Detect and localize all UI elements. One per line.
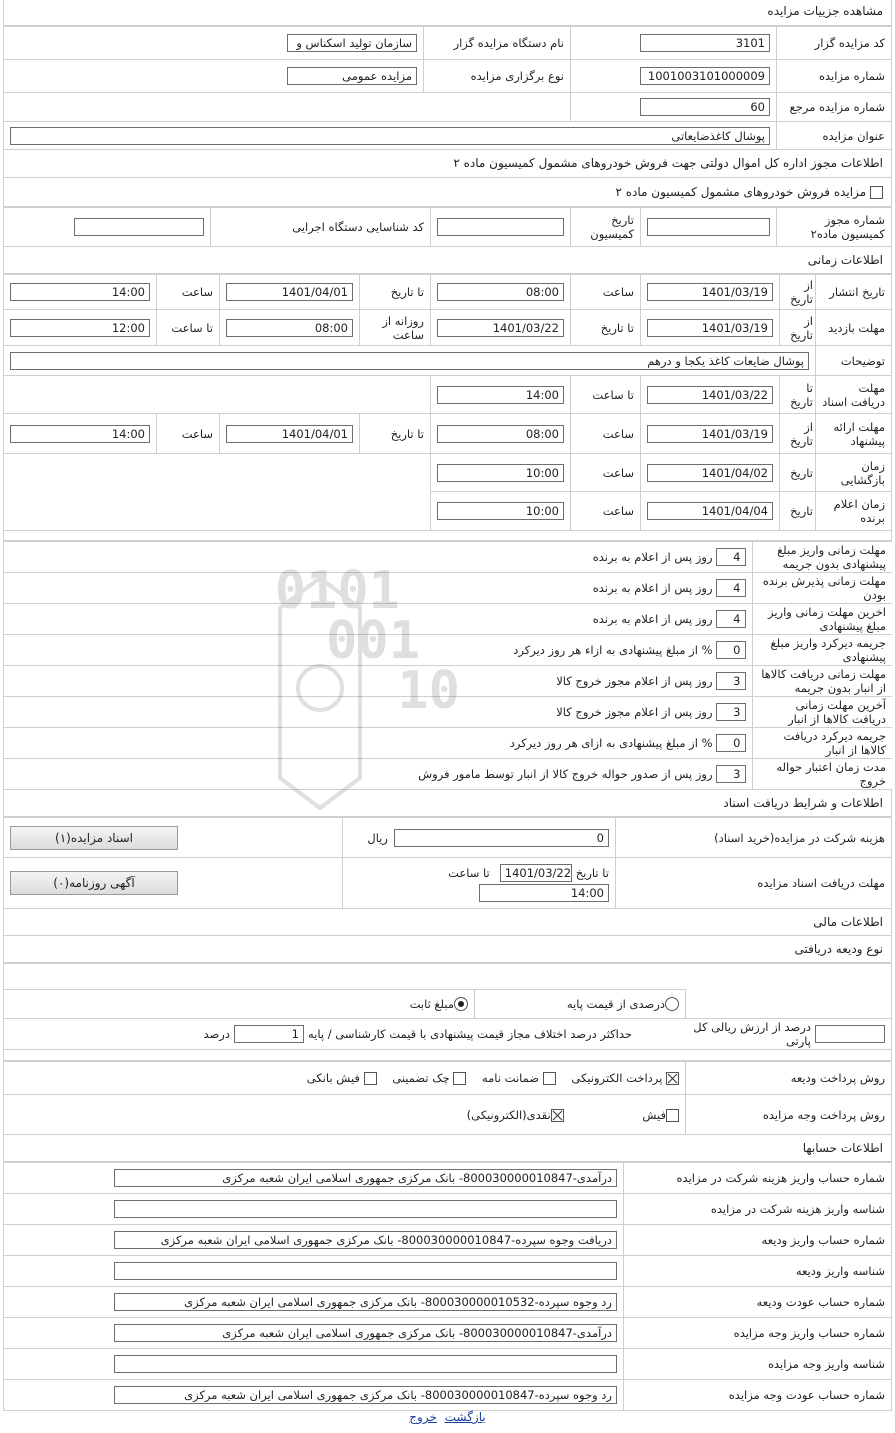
term-label: جریمه دیرکرد واریز مبلغ پیشنهادی <box>752 635 892 666</box>
auction-details-page <box>3 0 892 1411</box>
visit-from-field[interactable]: 1401/03/19 <box>647 319 773 337</box>
fee-unit: ریال <box>367 830 388 845</box>
desc-field[interactable]: پوشال ضایعات کاغذ یکجا و درهم <box>10 352 809 370</box>
from-date-label: از تاریخ <box>780 275 816 310</box>
timing-section-title: اطلاعات زمانی <box>3 247 892 274</box>
visit-to-field[interactable]: 1401/03/22 <box>437 319 564 337</box>
fee-field[interactable]: 0 <box>394 829 609 847</box>
term-label: مهلت زمانی واریز مبلغ پیشنهادی بدون جریمه <box>752 542 892 573</box>
account-label: شماره حساب واریز هزینه شرکت در مزایده <box>624 1163 892 1194</box>
term-value-field[interactable]: 0 <box>716 641 746 659</box>
electronic-checkbox[interactable] <box>666 1072 679 1085</box>
fixed-radio[interactable] <box>454 997 468 1011</box>
max-diff-field[interactable]: 1 <box>234 1025 304 1043</box>
accounts-table <box>3 1162 892 1411</box>
auction-docs-button[interactable]: اسناد مزایده(۱) <box>10 826 178 850</box>
deadline-date-field[interactable]: 1401/03/22 <box>500 864 572 882</box>
slip-checkbox[interactable] <box>666 1109 679 1122</box>
from-date-label: از تاریخ <box>780 414 816 454</box>
type-field[interactable]: مزایده عمومی <box>287 67 417 85</box>
account-field[interactable]: درآمدی-800030000010847- بانک مرکزی جمهوری اسلامی ایران شعبه مرکزی <box>114 1169 617 1187</box>
license-date-field[interactable] <box>437 218 564 236</box>
accounts-section-title: اطلاعات حسابها <box>3 1135 892 1162</box>
term-value-field[interactable]: 4 <box>716 548 746 566</box>
term-label: جریمه دیرکرد دریافت کالاها از انبار <box>752 728 892 759</box>
license-number-field[interactable] <box>647 218 770 236</box>
publish-from-time[interactable]: 08:00 <box>437 283 564 301</box>
cheque-label: چک تضمینی <box>392 1071 450 1085</box>
license-section-title: اطلاعات مجوز اداره کل اموال دولتی جهت فروش خودروهای مشمول کمیسیون ماده ۲ <box>3 150 892 178</box>
docs-to-field[interactable]: 1401/03/22 <box>647 386 773 404</box>
subject-label: عنوان مزایده <box>777 122 892 150</box>
slip-label: فیش <box>642 1107 666 1122</box>
account-field[interactable]: درآمدی-800030000010847- بانک مرکزی جمهوری اسلامی ایران شعبه مرکزی <box>114 1324 617 1342</box>
account-row <box>4 1287 892 1318</box>
percent-radio-label: درصدی از قیمت پایه <box>566 996 665 1011</box>
guarantee-label: ضمانت نامه <box>481 1071 540 1085</box>
subject-field[interactable]: پوشال کاغذضایعاتی <box>10 127 770 145</box>
number-field[interactable]: 1001003101000009 <box>640 67 770 85</box>
code-field[interactable]: 3101 <box>640 34 770 52</box>
docs-label: مهلت دریافت اسناد <box>816 376 892 414</box>
term-suffix: روز پس از صدور حواله خروج کالا از انبار توسط مامور فروش <box>418 767 713 781</box>
term-suffix: روز پس از اعلام به برنده <box>592 581 713 595</box>
exec-id-field[interactable] <box>74 218 204 236</box>
finance-section-title: اطلاعات مالی <box>3 909 892 936</box>
org-field[interactable]: سازمان تولید اسکناس و <box>287 34 417 52</box>
svg-text:10: 10 <box>397 661 460 721</box>
license-date-label: تاریخ کمیسیون <box>571 208 641 247</box>
page-title: مشاهده جزییات مزایده <box>3 0 892 26</box>
fixed-radio-label: مبلغ ثابت <box>409 996 454 1011</box>
ref-label: شماره مزایده مرجع <box>777 93 892 122</box>
winner-label: زمان اعلام برنده <box>816 492 892 531</box>
price-method-label: روش پرداخت وجه مزایده <box>686 1095 892 1135</box>
desc-label: توضیحات <box>816 346 892 376</box>
deposit-method-label: روش پرداخت ودیعه <box>686 1062 892 1095</box>
deadline-label: مهلت دریافت اسناد مزایده <box>616 858 892 909</box>
terms-row <box>4 728 893 759</box>
visit-label: مهلت بازدید <box>816 310 892 346</box>
docs-to-time[interactable]: 14:00 <box>437 386 564 404</box>
winner-date-field[interactable]: 1401/04/04 <box>647 502 773 520</box>
from-date-label: از تاریخ <box>780 310 816 346</box>
to-date-label: تا تاریخ <box>571 310 641 346</box>
guarantee-checkbox[interactable] <box>543 1072 556 1085</box>
winner-time-field[interactable]: 10:00 <box>437 502 564 520</box>
term-value-field[interactable]: 3 <box>716 703 746 721</box>
account-row <box>4 1256 892 1287</box>
to-hour-label: تا ساعت <box>571 376 641 414</box>
account-field[interactable] <box>114 1200 617 1218</box>
number-label: شماره مزایده <box>777 60 892 93</box>
hour-label: ساعت <box>157 275 220 310</box>
date-label: تاریخ <box>780 492 816 531</box>
exit-link[interactable]: خروج <box>409 1410 437 1424</box>
account-field[interactable]: رد وجوه سپرده-800030000010532- بانک مرکزی جمهوری اسلامی ایران شعبه مرکزی <box>114 1293 617 1311</box>
terms-row <box>4 573 893 604</box>
visit-daily-to[interactable]: 12:00 <box>10 319 150 337</box>
percent-value-label: درصد از ارزش ریالی کل پارتی <box>693 1020 811 1048</box>
bank-slip-checkbox[interactable] <box>364 1072 377 1085</box>
to-date-label: تا تاریخ <box>575 866 609 880</box>
term-value-field[interactable]: 4 <box>716 610 746 628</box>
to-date-label: تا تاریخ <box>360 275 431 310</box>
account-label: شماره حساب واریز ودیعه <box>624 1225 892 1256</box>
basic-info-table <box>3 26 892 150</box>
finance-table <box>3 963 892 1061</box>
account-row <box>4 1380 892 1411</box>
open-label: زمان بازگشایی <box>816 454 892 492</box>
publish-label: تاریخ انتشار <box>816 275 892 310</box>
account-row <box>4 1318 892 1349</box>
org-label: نام دستگاه مزایده گزار <box>424 27 571 60</box>
offer-label: مهلت ارائه پیشنهاد <box>816 414 892 454</box>
term-suffix: % از مبلغ پیشنهادی به ازای هر روز دیرکرد <box>509 736 713 750</box>
svg-text:0101: 0101 <box>274 561 400 621</box>
publish-to-field[interactable]: 1401/04/01 <box>226 283 353 301</box>
account-label: شناسه واریز ودیعه <box>624 1256 892 1287</box>
type-label: نوع برگزاری مزایده <box>424 60 571 93</box>
timing-table <box>3 274 892 541</box>
cheque-checkbox[interactable] <box>453 1072 466 1085</box>
term-suffix: روز پس از اعلام مجوز خروج کالا <box>556 674 713 688</box>
back-link[interactable]: بازگشت <box>444 1410 486 1424</box>
license-number-label: شماره مجوز کمیسیون ماده۲ <box>777 208 892 247</box>
to-date-label: تا تاریخ <box>360 414 431 454</box>
account-row <box>4 1163 892 1194</box>
hour-label: ساعت <box>571 414 641 454</box>
newspaper-ad-button[interactable]: آگهی روزنامه(۰) <box>10 871 178 895</box>
account-label: شناسه واریز هزینه شرکت در مزایده <box>624 1194 892 1225</box>
svg-text:001: 001 <box>326 611 420 671</box>
hour-label: ساعت <box>571 454 641 492</box>
account-label: شماره حساب واریز وجه مزایده <box>624 1318 892 1349</box>
hour-label: ساعت <box>157 414 220 454</box>
commission-checkbox[interactable] <box>870 186 883 199</box>
payment-table <box>3 1061 892 1135</box>
visit-daily-label: روزانه از ساعت <box>360 310 431 346</box>
cash-electronic-label: نقدی(الکترونیکی) <box>466 1107 551 1122</box>
account-row <box>4 1225 892 1256</box>
terms-row <box>4 635 893 666</box>
max-diff-unit: درصد <box>203 1027 230 1041</box>
term-label: مدت زمان اعتبار حواله خروج <box>752 759 892 790</box>
term-label: مهلت زمانی پذیرش برنده بودن <box>752 573 892 604</box>
max-diff-label: حداکثر درصد اختلاف مجاز قیمت پیشنهادی با قیمت کارشناسی / پایه <box>307 1027 632 1041</box>
offer-to-field[interactable]: 1401/04/01 <box>226 425 353 443</box>
account-row <box>4 1349 892 1380</box>
term-suffix: روز پس از اعلام به برنده <box>592 612 713 626</box>
commission-checkbox-label: مزایده فروش خودروهای مشمول کمیسیون ماده ۲ <box>615 185 867 199</box>
ref-field[interactable]: 60 <box>640 98 770 116</box>
account-label: شماره حساب عودت ودیعه <box>624 1287 892 1318</box>
publish-to-time[interactable]: 14:00 <box>10 283 150 301</box>
account-row <box>4 1194 892 1225</box>
account-field[interactable]: رد وجوه سپرده-800030000010847- بانک مرکزی جمهوری اسلامی ایران شعبه مرکزی <box>114 1386 617 1404</box>
bank-slip-label: فیش بانکی <box>306 1071 360 1085</box>
terms-row <box>4 697 893 728</box>
license-checkbox-row <box>3 178 892 207</box>
account-label: شماره حساب عودت وجه مزایده <box>624 1380 892 1411</box>
open-time-field[interactable]: 10:00 <box>437 464 564 482</box>
deadline-time-field[interactable]: 14:00 <box>479 884 609 902</box>
account-label: شناسه واریز وجه مزایده <box>624 1349 892 1380</box>
deposit-type-label: نوع ودیعه دریافتی <box>3 936 892 963</box>
offer-to-time[interactable]: 14:00 <box>10 425 150 443</box>
term-label: آخرین مهلت زمانی دریافت کالاها از انبار <box>752 697 892 728</box>
footer-links <box>0 1410 895 1424</box>
visit-daily-from[interactable]: 08:00 <box>226 319 353 337</box>
term-value-field[interactable]: 4 <box>716 579 746 597</box>
date-label: تاریخ <box>780 454 816 492</box>
term-suffix: روز پس از اعلام مجوز خروج کالا <box>556 705 713 719</box>
open-date-field[interactable]: 1401/04/02 <box>647 464 773 482</box>
term-value-field[interactable]: 3 <box>716 672 746 690</box>
to-hour-label: تا ساعت <box>157 310 220 346</box>
hour-label: ساعت <box>571 492 641 531</box>
docs-section-title: اطلاعات و شرایط دریافت اسناد <box>3 790 892 817</box>
account-field[interactable] <box>114 1262 617 1280</box>
cash-electronic-checkbox[interactable] <box>551 1109 564 1122</box>
to-hour-label: تا ساعت <box>448 866 490 880</box>
exec-id-label: کد شناسایی دستگاه اجرایی <box>211 208 431 247</box>
term-value-field[interactable]: 0 <box>716 734 746 752</box>
term-suffix: % از مبلغ پیشنهادی به ازاء هر روز دیرکرد <box>513 643 713 657</box>
terms-row <box>4 759 893 790</box>
license-table <box>3 207 892 247</box>
term-label: مهلت زمانی دریافت کالاها از انبار بدون جریمه <box>752 666 892 697</box>
term-value-field[interactable]: 3 <box>716 765 746 783</box>
offer-from-field[interactable]: 1401/03/19 <box>647 425 773 443</box>
code-label: کد مزایده گزار <box>777 27 892 60</box>
electronic-label: پرداخت الکترونیکی <box>571 1071 663 1085</box>
term-label: اخرین مهلت زمانی واریز مبلغ پیشنهادی <box>752 604 892 635</box>
docs-table <box>3 817 892 909</box>
terms-row <box>4 542 893 573</box>
percent-value-field[interactable] <box>815 1025 885 1043</box>
terms-row <box>4 604 893 635</box>
terms-row <box>4 666 893 697</box>
percent-radio[interactable] <box>665 997 679 1011</box>
account-field[interactable] <box>114 1355 617 1373</box>
publish-from-field[interactable]: 1401/03/19 <box>647 283 773 301</box>
terms-table <box>3 541 892 790</box>
to-date-label: تا تاریخ <box>780 376 816 414</box>
offer-from-time[interactable]: 08:00 <box>437 425 564 443</box>
hour-label: ساعت <box>571 275 641 310</box>
fee-label: هزینه شرکت در مزایده(خرید اسناد) <box>616 818 892 858</box>
account-field[interactable]: دریافت وجوه سپرده-800030000010847- بانک مرکزی جمهوری اسلامی ایران شعبه مرکزی <box>114 1231 617 1249</box>
term-suffix: روز پس از اعلام به برنده <box>592 550 713 564</box>
